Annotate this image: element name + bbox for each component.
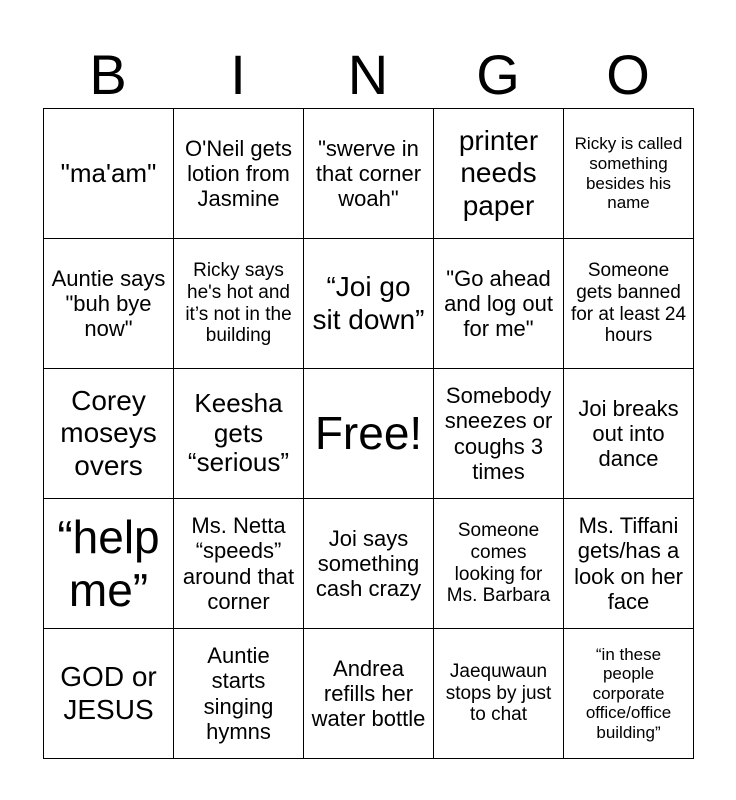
bingo-cell-text: Corey moseys overs bbox=[60, 385, 157, 481]
bingo-cell-text: Someone gets banned for at least 24 hours bbox=[570, 259, 687, 347]
bingo-cell-text: "swerve in that corner woah" bbox=[315, 135, 422, 212]
header-letter-o: O bbox=[606, 43, 650, 106]
bingo-cell-r5-c5[interactable] bbox=[564, 629, 694, 759]
bingo-cell-r3-c4[interactable] bbox=[434, 369, 564, 499]
bingo-cell-text: O'Neil gets lotion from Jasmine bbox=[185, 135, 292, 212]
header-letter-n: N bbox=[347, 43, 389, 106]
bingo-cell-r5-c4[interactable] bbox=[434, 629, 564, 759]
bingo-cell-text: Free! bbox=[314, 407, 423, 460]
bingo-cell-r3-c2[interactable] bbox=[174, 369, 304, 499]
bingo-cell-text: Andrea refills her water bottle bbox=[311, 655, 426, 732]
bingo-cell-r5-c1[interactable] bbox=[44, 629, 174, 759]
bingo-cell-text: Somebody sneezes or coughs 3 times bbox=[444, 382, 553, 484]
bingo-cell-text: “in these people corporate office/office building” bbox=[585, 644, 672, 742]
bingo-cell-text: Ricky says he's hot and it’s not in the building bbox=[185, 259, 292, 347]
bingo-cell-r4-c2[interactable] bbox=[174, 499, 304, 629]
bingo-cell-r1-c3[interactable] bbox=[304, 109, 434, 239]
bingo-cell-text: Keesha gets “serious” bbox=[187, 387, 290, 478]
bingo-cell-r3-c1[interactable] bbox=[44, 369, 174, 499]
bingo-cell-text: "Go ahead and log out for me" bbox=[444, 265, 553, 342]
bingo-cell-r2-c5[interactable] bbox=[564, 239, 694, 369]
bingo-cell-r4-c3[interactable] bbox=[304, 499, 434, 629]
bingo-cell-r2-c3[interactable] bbox=[304, 239, 434, 369]
bingo-cell-text: Auntie says "buh bye now" bbox=[51, 265, 166, 342]
bingo-cell-text: Joi breaks out into dance bbox=[578, 395, 679, 472]
bingo-cell-text: Ms. Tiffani gets/has a look on her face bbox=[574, 512, 683, 614]
bingo-cell-r4-c5[interactable] bbox=[564, 499, 694, 629]
bingo-cell-free-space[interactable] bbox=[304, 369, 434, 499]
bingo-cell-r2-c4[interactable] bbox=[434, 239, 564, 369]
bingo-cell-r1-c1[interactable] bbox=[44, 109, 174, 239]
bingo-board bbox=[43, 108, 694, 759]
bingo-cell-r4-c4[interactable] bbox=[434, 499, 564, 629]
header-letter-g: G bbox=[476, 43, 520, 106]
bingo-cell-text: Ms. Netta “speeds” around that corner bbox=[182, 512, 295, 614]
header-letter-i: I bbox=[230, 43, 246, 106]
bingo-cell-r2-c2[interactable] bbox=[174, 239, 304, 369]
bingo-cell-r1-c5[interactable] bbox=[564, 109, 694, 239]
bingo-cell-text: Joi says something cash crazy bbox=[315, 525, 422, 602]
header-letter-b: B bbox=[89, 43, 127, 106]
bingo-cell-text: “Joi go sit down” bbox=[312, 271, 425, 335]
bingo-cell-text: “help me” bbox=[57, 510, 160, 616]
bingo-cell-r5-c3[interactable] bbox=[304, 629, 434, 759]
bingo-header bbox=[43, 42, 693, 108]
bingo-cell-r5-c2[interactable] bbox=[174, 629, 304, 759]
bingo-cell-text: Auntie starts singing hymns bbox=[203, 642, 274, 744]
bingo-cell-text: printer needs paper bbox=[458, 125, 539, 221]
bingo-cell-text: Jaequwaun stops by just to chat bbox=[445, 660, 552, 726]
bingo-cell-r1-c2[interactable] bbox=[174, 109, 304, 239]
bingo-cell-text: "ma'am" bbox=[60, 157, 157, 188]
bingo-cell-r4-c1[interactable] bbox=[44, 499, 174, 629]
bingo-cell-r2-c1[interactable] bbox=[44, 239, 174, 369]
bingo-cell-r1-c4[interactable] bbox=[434, 109, 564, 239]
bingo-cell-r3-c5[interactable] bbox=[564, 369, 694, 499]
bingo-cell-text: Ricky is called something besides his name bbox=[574, 134, 683, 213]
bingo-cell-text: GOD or JESUS bbox=[60, 661, 157, 725]
bingo-cell-text: Someone comes looking for Ms. Barbara bbox=[446, 519, 551, 607]
